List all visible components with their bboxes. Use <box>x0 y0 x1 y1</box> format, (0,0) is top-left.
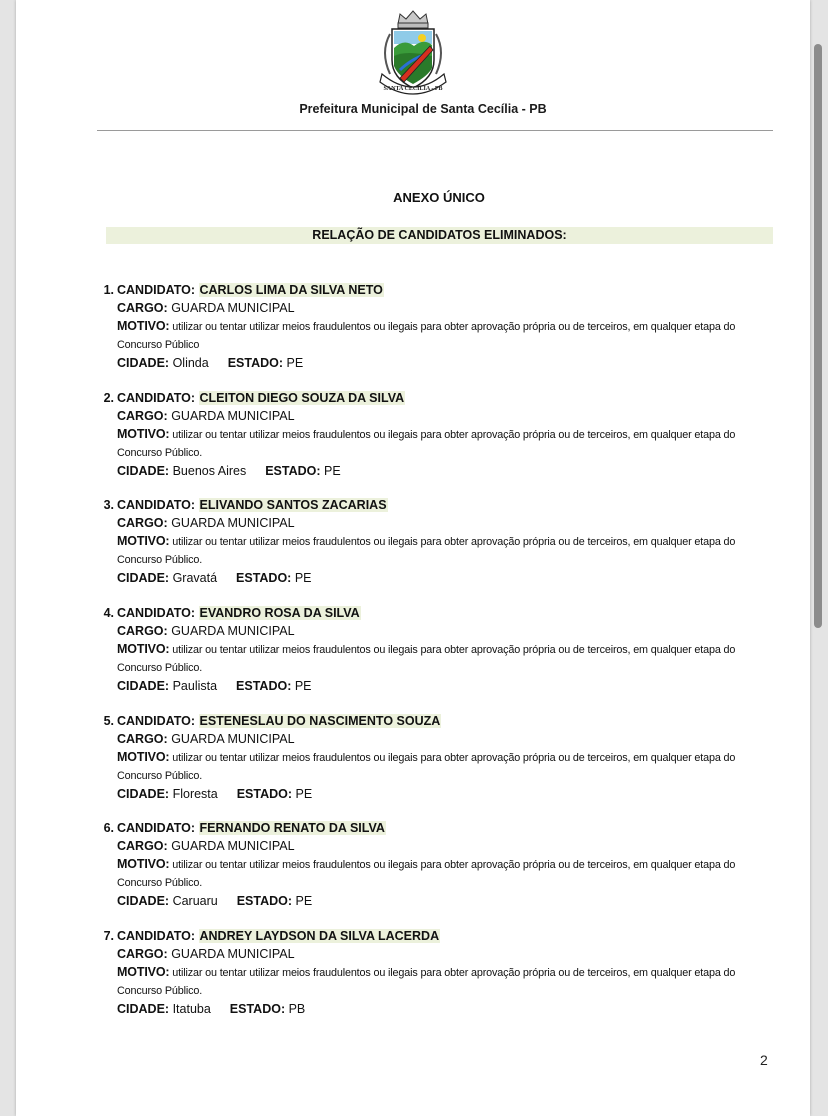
candidate-number: 7. <box>103 929 114 944</box>
estado-value: PE <box>295 894 313 909</box>
cidade-value: Gravatá <box>172 571 218 586</box>
motivo-continuation: Concurso Público. <box>117 877 203 890</box>
candidate-name: EVANDRO ROSA DA SILVA <box>199 606 360 621</box>
seal-ribbon-text: SANTA CECÍLIA - PB <box>383 86 443 92</box>
cidade-value: Itatuba <box>172 1002 211 1017</box>
estado-label: ESTADO: <box>236 679 292 694</box>
candidate-number: 6. <box>103 821 114 836</box>
cargo-line <box>117 622 772 640</box>
cidade-estado-line <box>117 354 772 372</box>
motivo-label: MOTIVO: <box>117 965 170 980</box>
estado-label: ESTADO: <box>236 786 293 801</box>
candidate-details <box>117 604 772 695</box>
candidate-details <box>117 819 772 910</box>
motivo-label: MOTIVO: <box>117 534 170 549</box>
annex-title: ANEXO ÚNICO <box>393 190 485 205</box>
motivo-label: MOTIVO: <box>117 319 170 333</box>
motivo-label: MOTIVO: <box>117 857 170 872</box>
cidade-estado-line <box>117 569 772 587</box>
cargo-value: GUARDA MUNICIPAL <box>171 516 295 531</box>
candidate-name: FERNANDO RENATO DA SILVA <box>199 821 385 836</box>
cidade-estado-line <box>117 892 772 910</box>
candidate-details <box>117 712 772 803</box>
cargo-label: CARGO: <box>117 947 168 962</box>
motivo-continuation: Concurso Público <box>117 339 200 351</box>
candidate-item <box>92 819 772 927</box>
cargo-value: GUARDA MUNICIPAL <box>171 408 295 423</box>
cidade-label: CIDADE: <box>117 356 170 370</box>
estado-label: ESTADO: <box>229 1002 286 1017</box>
cidade-label: CIDADE: <box>117 571 170 586</box>
candidate-name: ESTENESLAU DO NASCIMENTO SOUZA <box>199 713 441 728</box>
motivo-line <box>117 748 772 767</box>
cidade-label: CIDADE: <box>117 894 170 909</box>
motivo-continuation: Concurso Público. <box>117 554 203 567</box>
motivo-value: utilizar ou tentar utilizar meios fraudulentos ou ilegais para obter aprovação própria ou de terceiros, em qualquer etapa do <box>172 967 736 980</box>
cargo-value: GUARDA MUNICIPAL <box>171 624 295 639</box>
cargo-label: CARGO: <box>117 516 168 531</box>
cargo-line <box>117 837 772 855</box>
cidade-estado-line <box>117 677 772 695</box>
candidate-number: 2. <box>103 390 114 405</box>
page-number: 2 <box>760 1052 768 1068</box>
candidate-item <box>92 389 772 497</box>
list-title: RELAÇÃO DE CANDIDATOS ELIMINADOS: <box>106 227 773 244</box>
cargo-line <box>117 730 772 748</box>
motivo-continuation: Concurso Público. <box>117 446 203 459</box>
candidate-item <box>92 712 772 820</box>
motivo-line <box>117 855 772 874</box>
candidate-details <box>117 927 772 1018</box>
candidate-name: ELIVANDO SANTOS ZACARIAS <box>199 498 387 513</box>
cargo-label: CARGO: <box>117 301 168 315</box>
cargo-line <box>117 407 772 425</box>
candidate-line <box>117 496 772 514</box>
cidade-label: CIDADE: <box>117 463 170 478</box>
motivo-label: MOTIVO: <box>117 426 170 441</box>
cidade-estado-line <box>117 785 772 803</box>
candidate-details <box>117 389 772 480</box>
candidato-label: CANDIDATO: <box>117 713 196 728</box>
motivo-value: utilizar ou tentar utilizar meios fraudulentos ou ilegais para obter aprovação própria ou de terceiros, em qualquer etapa do <box>172 536 736 549</box>
candidato-label: CANDIDATO: <box>117 498 196 513</box>
vertical-scrollbar-thumb[interactable] <box>814 44 822 628</box>
cidade-value: Olinda <box>172 356 209 370</box>
header-title: Prefeitura Municipal de Santa Cecília - PB <box>299 102 547 116</box>
cidade-label: CIDADE: <box>117 786 170 801</box>
motivo-value: utilizar ou tentar utilizar meios fraudulentos ou ilegais para obter aprovação própria ou de terceiros, em qualquer etapa do <box>172 859 736 872</box>
candidato-label: CANDIDATO: <box>117 390 196 405</box>
cargo-value: GUARDA MUNICIPAL <box>171 947 295 962</box>
cargo-line <box>117 945 772 963</box>
candidate-line <box>117 819 772 837</box>
motivo-continuation: Concurso Público. <box>117 769 203 782</box>
estado-label: ESTADO: <box>265 463 321 478</box>
cidade-estado-line <box>117 462 772 480</box>
cargo-label: CARGO: <box>117 839 168 854</box>
cidade-label: CIDADE: <box>117 679 170 694</box>
candidate-details <box>117 281 772 372</box>
cargo-line <box>117 299 772 317</box>
estado-label: ESTADO: <box>227 356 284 370</box>
candidate-name: CLEITON DIEGO SOUZA DA SILVA <box>199 390 405 405</box>
candidate-number: 4. <box>103 606 114 621</box>
motivo-value: utilizar ou tentar utilizar meios fraudulentos ou ilegais para obter aprovação própria ou de terceiros, em qualquer etapa do <box>172 751 736 764</box>
municipal-seal-logo <box>370 8 456 98</box>
candidate-list <box>92 281 772 1035</box>
estado-value: PE <box>295 786 313 801</box>
candidate-item <box>92 604 772 712</box>
estado-value: PB <box>288 1002 306 1017</box>
cidade-label: CIDADE: <box>117 1002 170 1017</box>
estado-label: ESTADO: <box>236 894 293 909</box>
cargo-label: CARGO: <box>117 731 168 746</box>
candidate-number: 5. <box>103 713 114 728</box>
cidade-value: Buenos Aires <box>172 463 247 478</box>
motivo-line <box>117 317 772 336</box>
estado-value: PE <box>286 356 304 370</box>
motivo-line <box>117 425 772 444</box>
motivo-line <box>117 963 772 982</box>
candidate-number: 1. <box>103 283 114 297</box>
motivo-label: MOTIVO: <box>117 642 170 657</box>
cidade-estado-line <box>117 1000 772 1018</box>
motivo-continuation: Concurso Público. <box>117 985 203 998</box>
cidade-value: Paulista <box>172 679 218 694</box>
cargo-label: CARGO: <box>117 624 168 639</box>
cargo-value: GUARDA MUNICIPAL <box>171 731 295 746</box>
candidato-label: CANDIDATO: <box>117 821 196 836</box>
candidato-label: CANDIDATO: <box>117 929 196 944</box>
motivo-label: MOTIVO: <box>117 749 170 764</box>
candidate-line <box>117 604 772 622</box>
header-divider <box>97 130 773 131</box>
candidate-line <box>117 712 772 730</box>
candidate-name: ANDREY LAYDSON DA SILVA LACERDA <box>199 929 440 944</box>
candidate-item <box>92 927 772 1035</box>
candidate-item <box>92 281 772 389</box>
estado-value: PE <box>324 463 341 478</box>
document-page <box>16 0 810 1116</box>
cargo-label: CARGO: <box>117 408 168 423</box>
candidate-details <box>117 496 772 587</box>
candidate-line <box>117 281 772 299</box>
candidate-name: CARLOS LIMA DA SILVA NETO <box>199 283 383 297</box>
cargo-value: GUARDA MUNICIPAL <box>171 301 295 315</box>
estado-label: ESTADO: <box>236 571 292 586</box>
cidade-value: Caruaru <box>172 894 218 909</box>
candidato-label: CANDIDATO: <box>117 283 196 297</box>
motivo-value: utilizar ou tentar utilizar meios fraudulentos ou ilegais para obter aprovação própria ou de terceiros, em qualquer etapa do <box>172 428 736 441</box>
motivo-value: utilizar ou tentar utilizar meios fraudulentos ou ilegais para obter aprovação própria ou de terceiros, em qualquer etapa do <box>172 644 736 657</box>
motivo-line <box>117 532 772 551</box>
motivo-continuation: Concurso Público. <box>117 662 203 675</box>
estado-value: PE <box>294 571 312 586</box>
candidate-line <box>117 389 772 407</box>
candidato-label: CANDIDATO: <box>117 606 196 621</box>
motivo-line <box>117 640 772 659</box>
cargo-value: GUARDA MUNICIPAL <box>171 839 295 854</box>
estado-value: PE <box>294 679 312 694</box>
candidate-item <box>92 496 772 604</box>
candidate-number: 3. <box>103 498 114 513</box>
motivo-value: utilizar ou tentar utilizar meios fraudulentos ou ilegais para obter aprovação própria ou de terceiros, em qualquer etapa do <box>172 321 736 333</box>
cargo-line <box>117 514 772 532</box>
candidate-line <box>117 927 772 945</box>
cidade-value: Floresta <box>172 786 218 801</box>
